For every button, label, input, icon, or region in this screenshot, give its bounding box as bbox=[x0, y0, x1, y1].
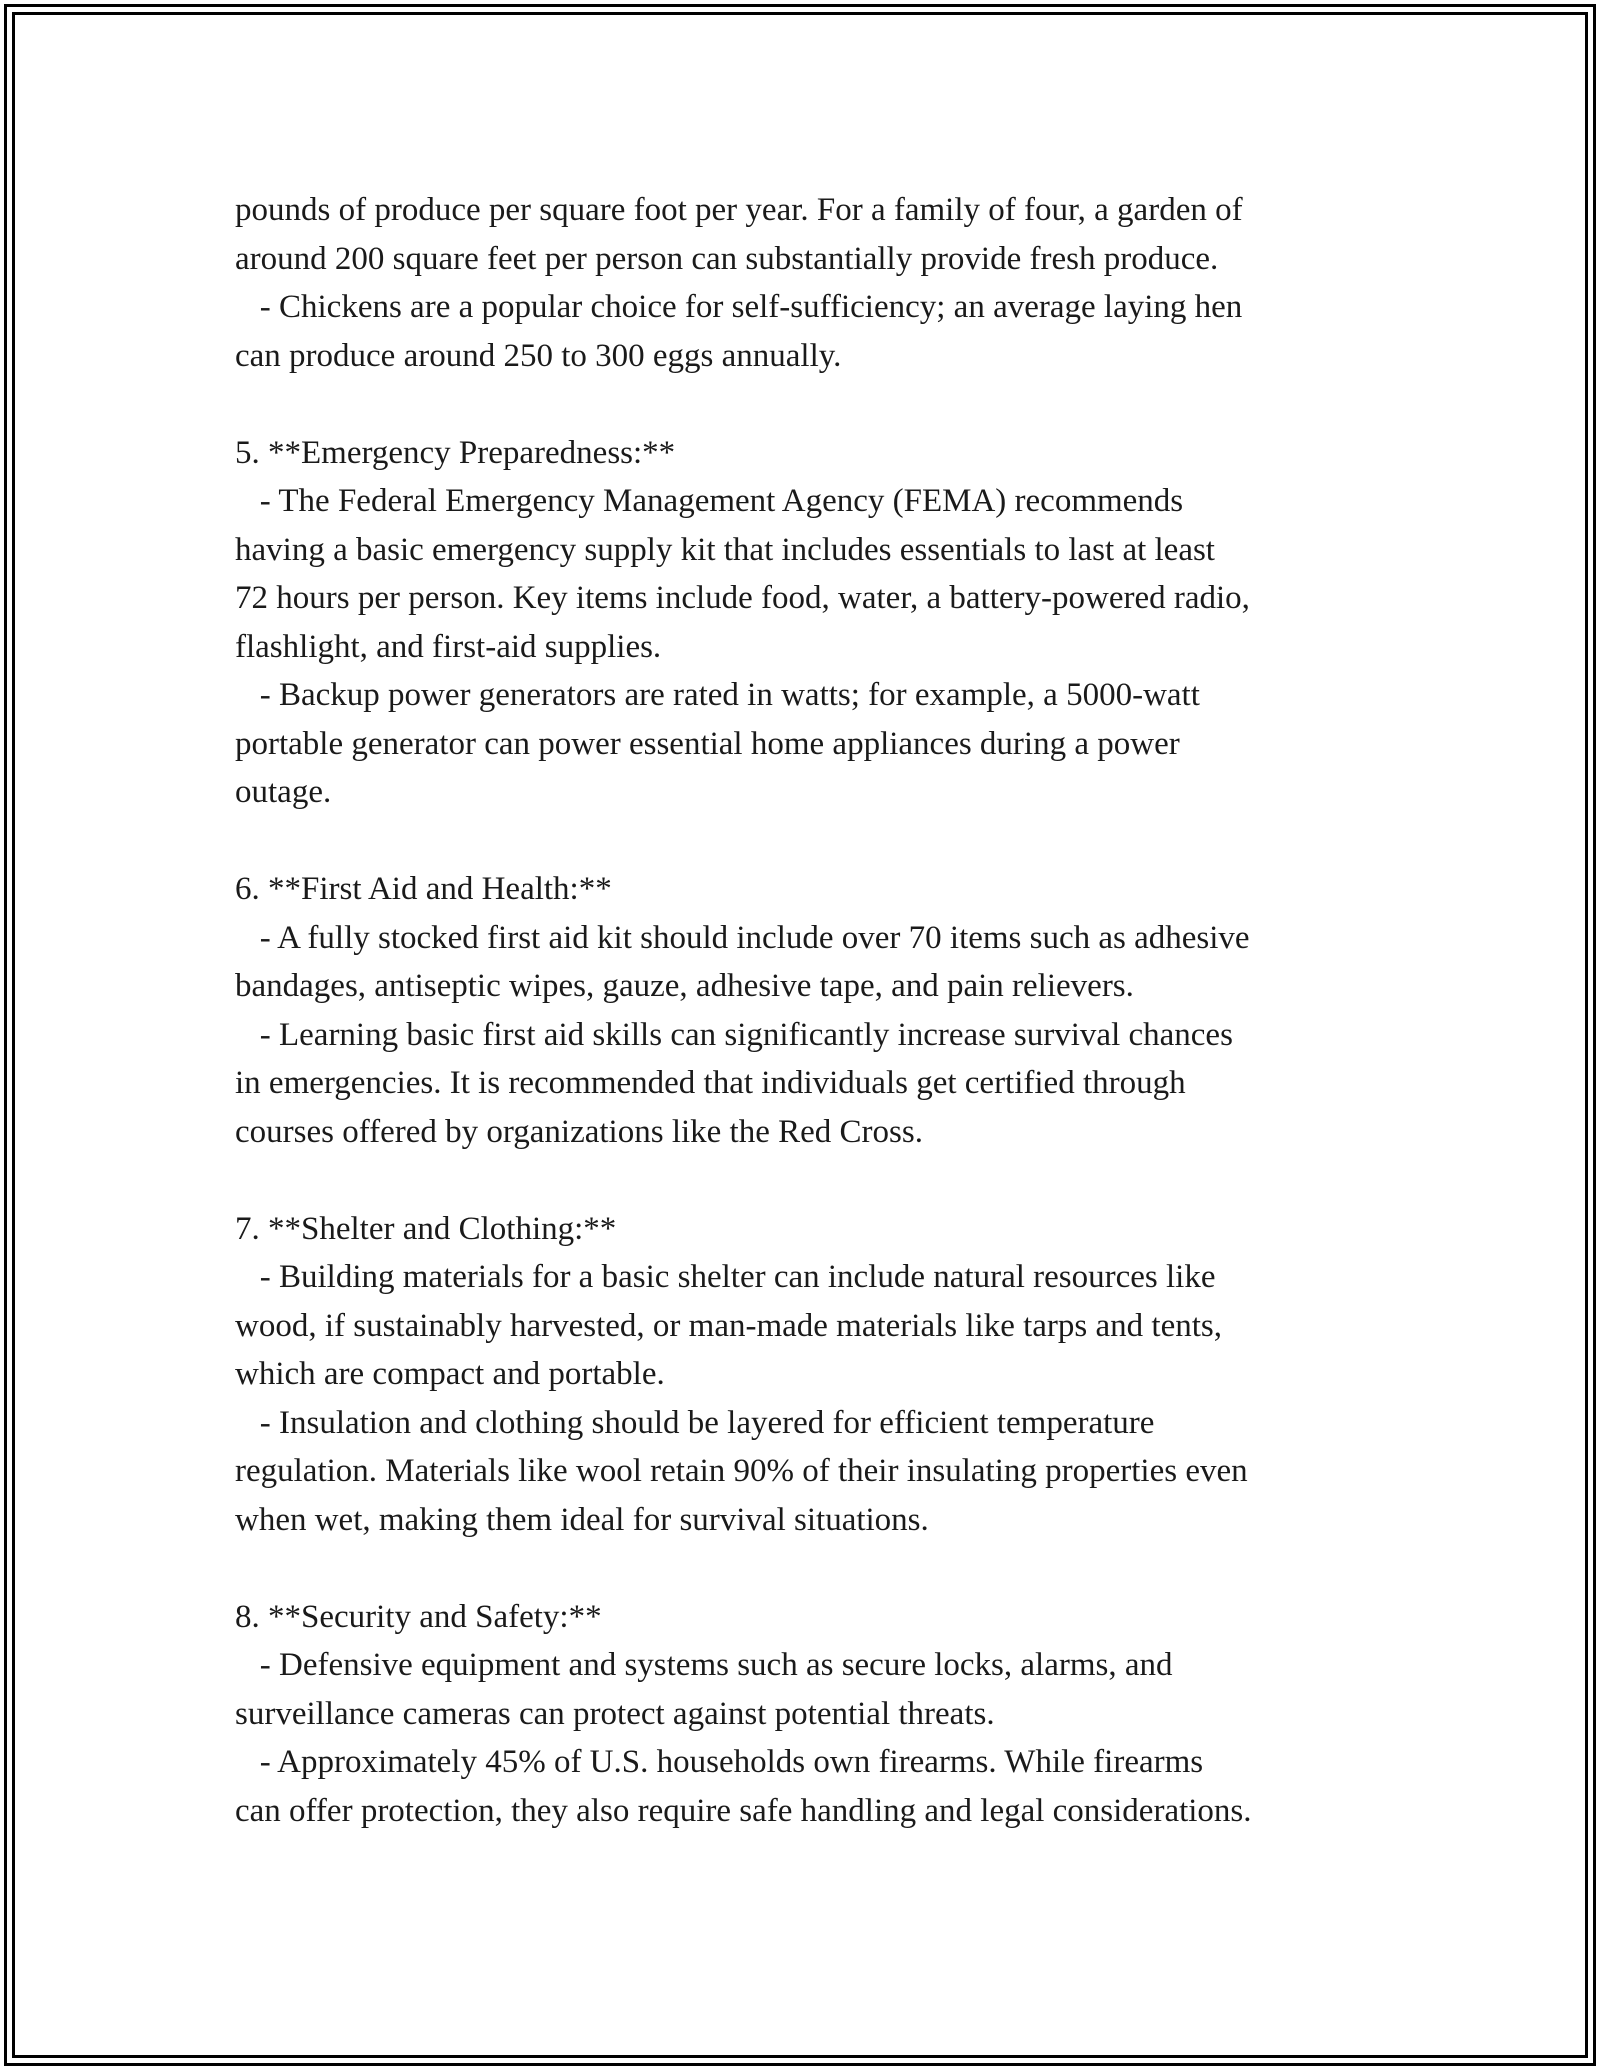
intro-paragraph-1: pounds of produce per square foot per year. For a family of four, a garden of around 200 square feet per person can substantially provide fresh produce. bbox=[235, 192, 1243, 277]
list-item: - Learning basic first aid skills can significantly increase survival chances in emergencies. It is recommended that individuals get certified through courses offered by organizations like the Red Cross. bbox=[235, 1016, 1233, 1150]
section-spacer bbox=[235, 380, 1395, 429]
section-heading: 6. **First Aid and Health:** bbox=[235, 871, 612, 907]
list-item: - The Federal Emergency Management Agency (FEMA) recommends having a basic emergency supply kit that includes essentials to last at least 72 hours per person. Key items include food, water, a battery-powered radio, flashlight, and first-aid supplies. bbox=[235, 483, 1250, 665]
intro-paragraph-2: - Chickens are a popular choice for self-sufficiency; an average laying hen can produce around 250 to 300 eggs annually. bbox=[235, 289, 1243, 374]
section-heading: 5. **Emergency Preparedness:** bbox=[235, 434, 676, 471]
section-spacer bbox=[235, 1544, 1395, 1593]
section-spacer bbox=[235, 817, 1395, 866]
list-item: - Backup power generators are rated in watts; for example, a 5000-watt portable generator can power essential home appliances during a power outage. bbox=[235, 677, 1200, 810]
list-item: - Defensive equipment and systems such as secure locks, alarms, and surveillance cameras can protect against potential threats. bbox=[235, 1647, 1173, 1732]
section-emergency-preparedness bbox=[235, 429, 1395, 817]
list-item: - Building materials for a basic shelter can include natural resources like wood, if sustainably harvested, or man-made materials like tarps and tents, which are compact and portable. bbox=[235, 1259, 1222, 1392]
document-body bbox=[235, 186, 1395, 1835]
list-item: - Insulation and clothing should be layered for efficient temperature regulation. Materials like wool retain 90% of their insulating properties even when wet, making them ideal for survival situations. bbox=[235, 1404, 1248, 1538]
section-security-safety bbox=[235, 1593, 1395, 1836]
section-spacer bbox=[235, 1156, 1395, 1205]
section-first-aid-health bbox=[235, 865, 1395, 1156]
list-item: - A fully stocked first aid kit should include over 70 items such as adhesive bandages, antiseptic wipes, gauze, adhesive tape, and pain relievers. bbox=[235, 919, 1250, 1004]
section-heading: 7. **Shelter and Clothing:** bbox=[235, 1210, 617, 1247]
section-heading: 8. **Security and Safety:** bbox=[235, 1598, 602, 1635]
section-shelter-clothing bbox=[235, 1205, 1395, 1545]
list-item: - Approximately 45% of U.S. households own firearms. While firearms can offer protection, they also require safe handling and legal considerations. bbox=[235, 1744, 1252, 1829]
